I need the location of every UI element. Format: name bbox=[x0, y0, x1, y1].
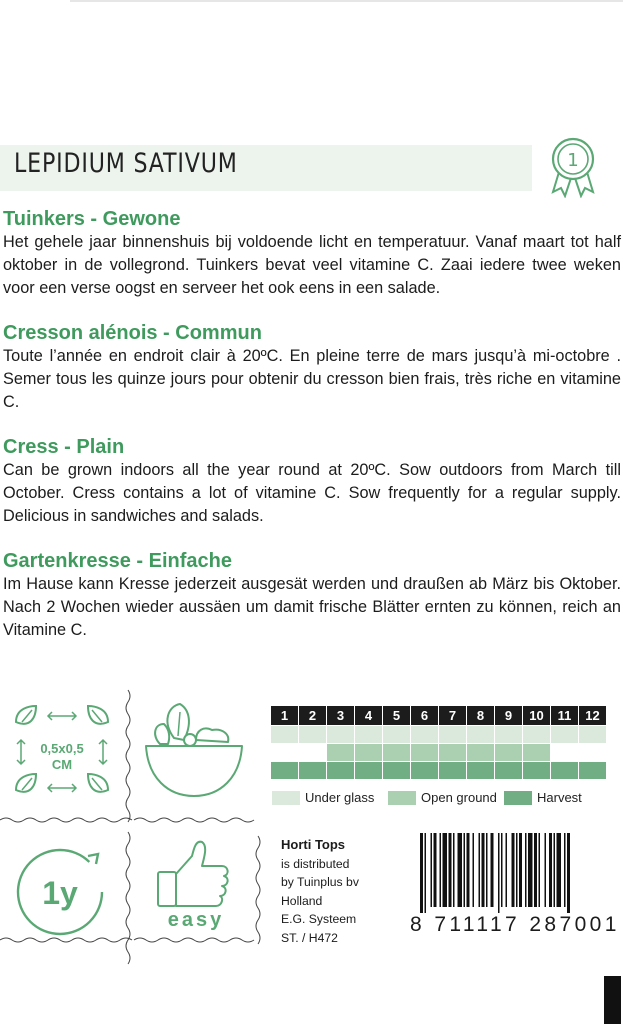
barcode-bar bbox=[557, 833, 562, 907]
calendar-cell-under-glass-2 bbox=[299, 726, 327, 744]
section-title: Tuinkers - Gewone bbox=[3, 208, 181, 230]
calendar-cell-open-ground-10 bbox=[523, 744, 551, 762]
barcode-bar bbox=[567, 833, 570, 913]
barcode-bar bbox=[458, 833, 463, 907]
calendar-month-9: 9 bbox=[495, 706, 523, 726]
thumbs-up-icon bbox=[148, 834, 248, 934]
barcode-bar bbox=[539, 833, 541, 907]
distributor-line: by Tuinplus bv bbox=[281, 875, 359, 889]
section-body: Im Hause kann Kresse jederzeit ausgesät werden und draußen ab März bis Oktober. Nach 2 Wochen wieder aussäen um damit frische Blätter ernten zu können, reich an Vitamine C. bbox=[3, 575, 621, 639]
calendar-cell-harvest-7 bbox=[439, 762, 467, 780]
calendar-month-8: 8 bbox=[467, 706, 495, 726]
distributor-company: Horti Tops bbox=[281, 837, 346, 852]
corner-mark bbox=[604, 976, 621, 1024]
barcode-bar bbox=[554, 833, 556, 907]
barcode-bar bbox=[525, 833, 527, 907]
distributor-info bbox=[281, 836, 359, 947]
barcode-bar bbox=[564, 833, 566, 907]
calendar-cell-under-glass-5 bbox=[383, 726, 411, 744]
barcode-bar bbox=[449, 833, 452, 907]
barcode-bar bbox=[420, 833, 423, 913]
barcode-bar bbox=[506, 833, 508, 907]
calendar-cell-under-glass-4 bbox=[355, 726, 383, 744]
sowing-calendar bbox=[270, 705, 607, 780]
calendar-month-6: 6 bbox=[411, 706, 439, 726]
section-french bbox=[3, 321, 621, 414]
section-body: Het gehele jaar binnenshuis bij voldoende licht en temperatuur. Vanaf maart tot half oktober in de vollegrond. Tuinkers bevat veel vitamine C. Zaai iedere twee weken voor een verse oogst en serveer het ook eens in een salade. bbox=[3, 233, 621, 297]
section-english bbox=[3, 435, 621, 528]
legend-swatch bbox=[272, 791, 300, 805]
calendar-month-10: 10 bbox=[523, 706, 551, 726]
calendar-cell-open-ground-12 bbox=[579, 744, 607, 762]
barcode-bar bbox=[528, 833, 533, 907]
section-title: Cress - Plain bbox=[3, 436, 125, 458]
calendar-month-7: 7 bbox=[439, 706, 467, 726]
calendar-month-12: 12 bbox=[579, 706, 607, 726]
calendar-month-2: 2 bbox=[299, 706, 327, 726]
calendar-cell-under-glass-6 bbox=[411, 726, 439, 744]
top-rule bbox=[70, 0, 623, 2]
section-dutch bbox=[3, 207, 621, 300]
difficulty-label: easy bbox=[167, 909, 225, 931]
calendar-cell-under-glass-1 bbox=[271, 726, 299, 744]
barcode-bar bbox=[516, 833, 518, 907]
barcode-number: 8 711117 287001 bbox=[410, 913, 620, 936]
calendar-cell-open-ground-2 bbox=[299, 744, 327, 762]
calendar-cell-open-ground-8 bbox=[467, 744, 495, 762]
legend-under-glass bbox=[272, 790, 374, 805]
calendar-cell-open-ground-1 bbox=[271, 744, 299, 762]
calendar-cell-under-glass-9 bbox=[495, 726, 523, 744]
species-title: LEPIDIUM SATIVUM bbox=[14, 148, 238, 179]
section-german bbox=[3, 549, 621, 642]
calendar-month-row bbox=[271, 706, 607, 726]
barcode-bar bbox=[501, 833, 503, 907]
barcode-bar bbox=[434, 833, 437, 907]
calendar-cell-under-glass-7 bbox=[439, 726, 467, 744]
legend-swatch bbox=[504, 791, 532, 805]
barcode-bar bbox=[464, 833, 466, 907]
barcode-bar bbox=[473, 833, 475, 907]
section-body: Toute l’année en endroit clair à 20ºC. En pleine terre de mars jusqu’à mi-octobre . Semer tous les quinze jours pour obtenir du cresson bien frais, très riche en vitamine C. bbox=[3, 347, 621, 411]
barcode-bar bbox=[545, 833, 547, 907]
barcode-bar bbox=[431, 833, 433, 907]
salad-bowl-icon bbox=[140, 700, 250, 810]
calendar-cell-harvest-2 bbox=[299, 762, 327, 780]
calendar-cell-harvest-6 bbox=[411, 762, 439, 780]
barcode-bar bbox=[491, 833, 494, 907]
calendar-cell-under-glass-8 bbox=[467, 726, 495, 744]
spacing-value: 0,5x0,5 bbox=[40, 741, 84, 756]
barcode-bar bbox=[453, 833, 455, 907]
calendar-month-4: 4 bbox=[355, 706, 383, 726]
calendar-month-1: 1 bbox=[271, 706, 299, 726]
barcode-bar bbox=[519, 833, 522, 907]
calendar-open-ground-row bbox=[271, 744, 607, 762]
legend-open-ground bbox=[388, 790, 497, 805]
barcode-bar bbox=[482, 833, 485, 907]
calendar-cell-open-ground-4 bbox=[355, 744, 383, 762]
barcode-bar bbox=[440, 833, 442, 907]
section-body: Can be grown indoors all the year round at 20ºC. Sow outdoors from March till October. Cress contains a lot of vitamine C. Sow frequently for a regular supply. Delicious in sandwiches and salads. bbox=[3, 461, 621, 525]
legend-swatch bbox=[388, 791, 416, 805]
calendar-cell-harvest-1 bbox=[271, 762, 299, 780]
calendar-month-11: 11 bbox=[551, 706, 579, 726]
calendar-cell-harvest-11 bbox=[551, 762, 579, 780]
legend-harvest bbox=[504, 790, 582, 805]
section-title: Cresson alénois - Commun bbox=[3, 322, 262, 344]
distributor-line: ST. / H472 bbox=[281, 930, 338, 945]
barcode-bar bbox=[549, 833, 552, 907]
calendar-month-5: 5 bbox=[383, 706, 411, 726]
barcode-bar bbox=[498, 833, 500, 913]
calendar-cell-harvest-12 bbox=[579, 762, 607, 780]
badge-number: 1 bbox=[567, 150, 579, 171]
barcode-bar bbox=[479, 833, 481, 907]
spacing-unit: CM bbox=[51, 757, 73, 772]
calendar-cell-open-ground-7 bbox=[439, 744, 467, 762]
calendar-cell-harvest-3 bbox=[327, 762, 355, 780]
distributor-line: is distributed bbox=[281, 856, 350, 871]
calendar-under-glass-row bbox=[271, 726, 607, 744]
barcode bbox=[418, 833, 613, 913]
distributor-line: E.G. Systeem bbox=[281, 912, 357, 926]
calendar-cell-harvest-10 bbox=[523, 762, 551, 780]
calendar-cell-harvest-5 bbox=[383, 762, 411, 780]
barcode-bar bbox=[534, 833, 537, 907]
calendar-cell-open-ground-11 bbox=[551, 744, 579, 762]
section-title: Gartenkresse - Einfache bbox=[3, 550, 232, 572]
distributor-line: Holland bbox=[281, 893, 323, 908]
spacing-icon bbox=[8, 700, 118, 810]
calendar-cell-open-ground-3 bbox=[327, 744, 355, 762]
calendar-cell-under-glass-11 bbox=[551, 726, 579, 744]
barcode-bar bbox=[443, 833, 448, 907]
annual-cycle-icon bbox=[6, 840, 116, 950]
legend-label: Open ground bbox=[421, 790, 497, 805]
calendar-harvest-row bbox=[271, 762, 607, 780]
barcode-bar bbox=[425, 833, 427, 913]
calendar-cell-harvest-8 bbox=[467, 762, 495, 780]
calendar-cell-under-glass-10 bbox=[523, 726, 551, 744]
lifecycle-label: 1y bbox=[42, 875, 78, 911]
barcode-bar bbox=[486, 833, 488, 907]
barcode-bar bbox=[467, 833, 470, 907]
calendar-cell-under-glass-12 bbox=[579, 726, 607, 744]
calendar-cell-open-ground-6 bbox=[411, 744, 439, 762]
legend-label: Harvest bbox=[537, 790, 582, 805]
calendar-month-3: 3 bbox=[327, 706, 355, 726]
barcode-bar bbox=[512, 833, 515, 907]
calendar-cell-harvest-4 bbox=[355, 762, 383, 780]
legend-label: Under glass bbox=[305, 790, 375, 805]
calendar-cell-open-ground-9 bbox=[495, 744, 523, 762]
award-rosette-icon bbox=[548, 136, 598, 203]
calendar-cell-open-ground-5 bbox=[383, 744, 411, 762]
calendar-cell-under-glass-3 bbox=[327, 726, 355, 744]
calendar-cell-harvest-9 bbox=[495, 762, 523, 780]
